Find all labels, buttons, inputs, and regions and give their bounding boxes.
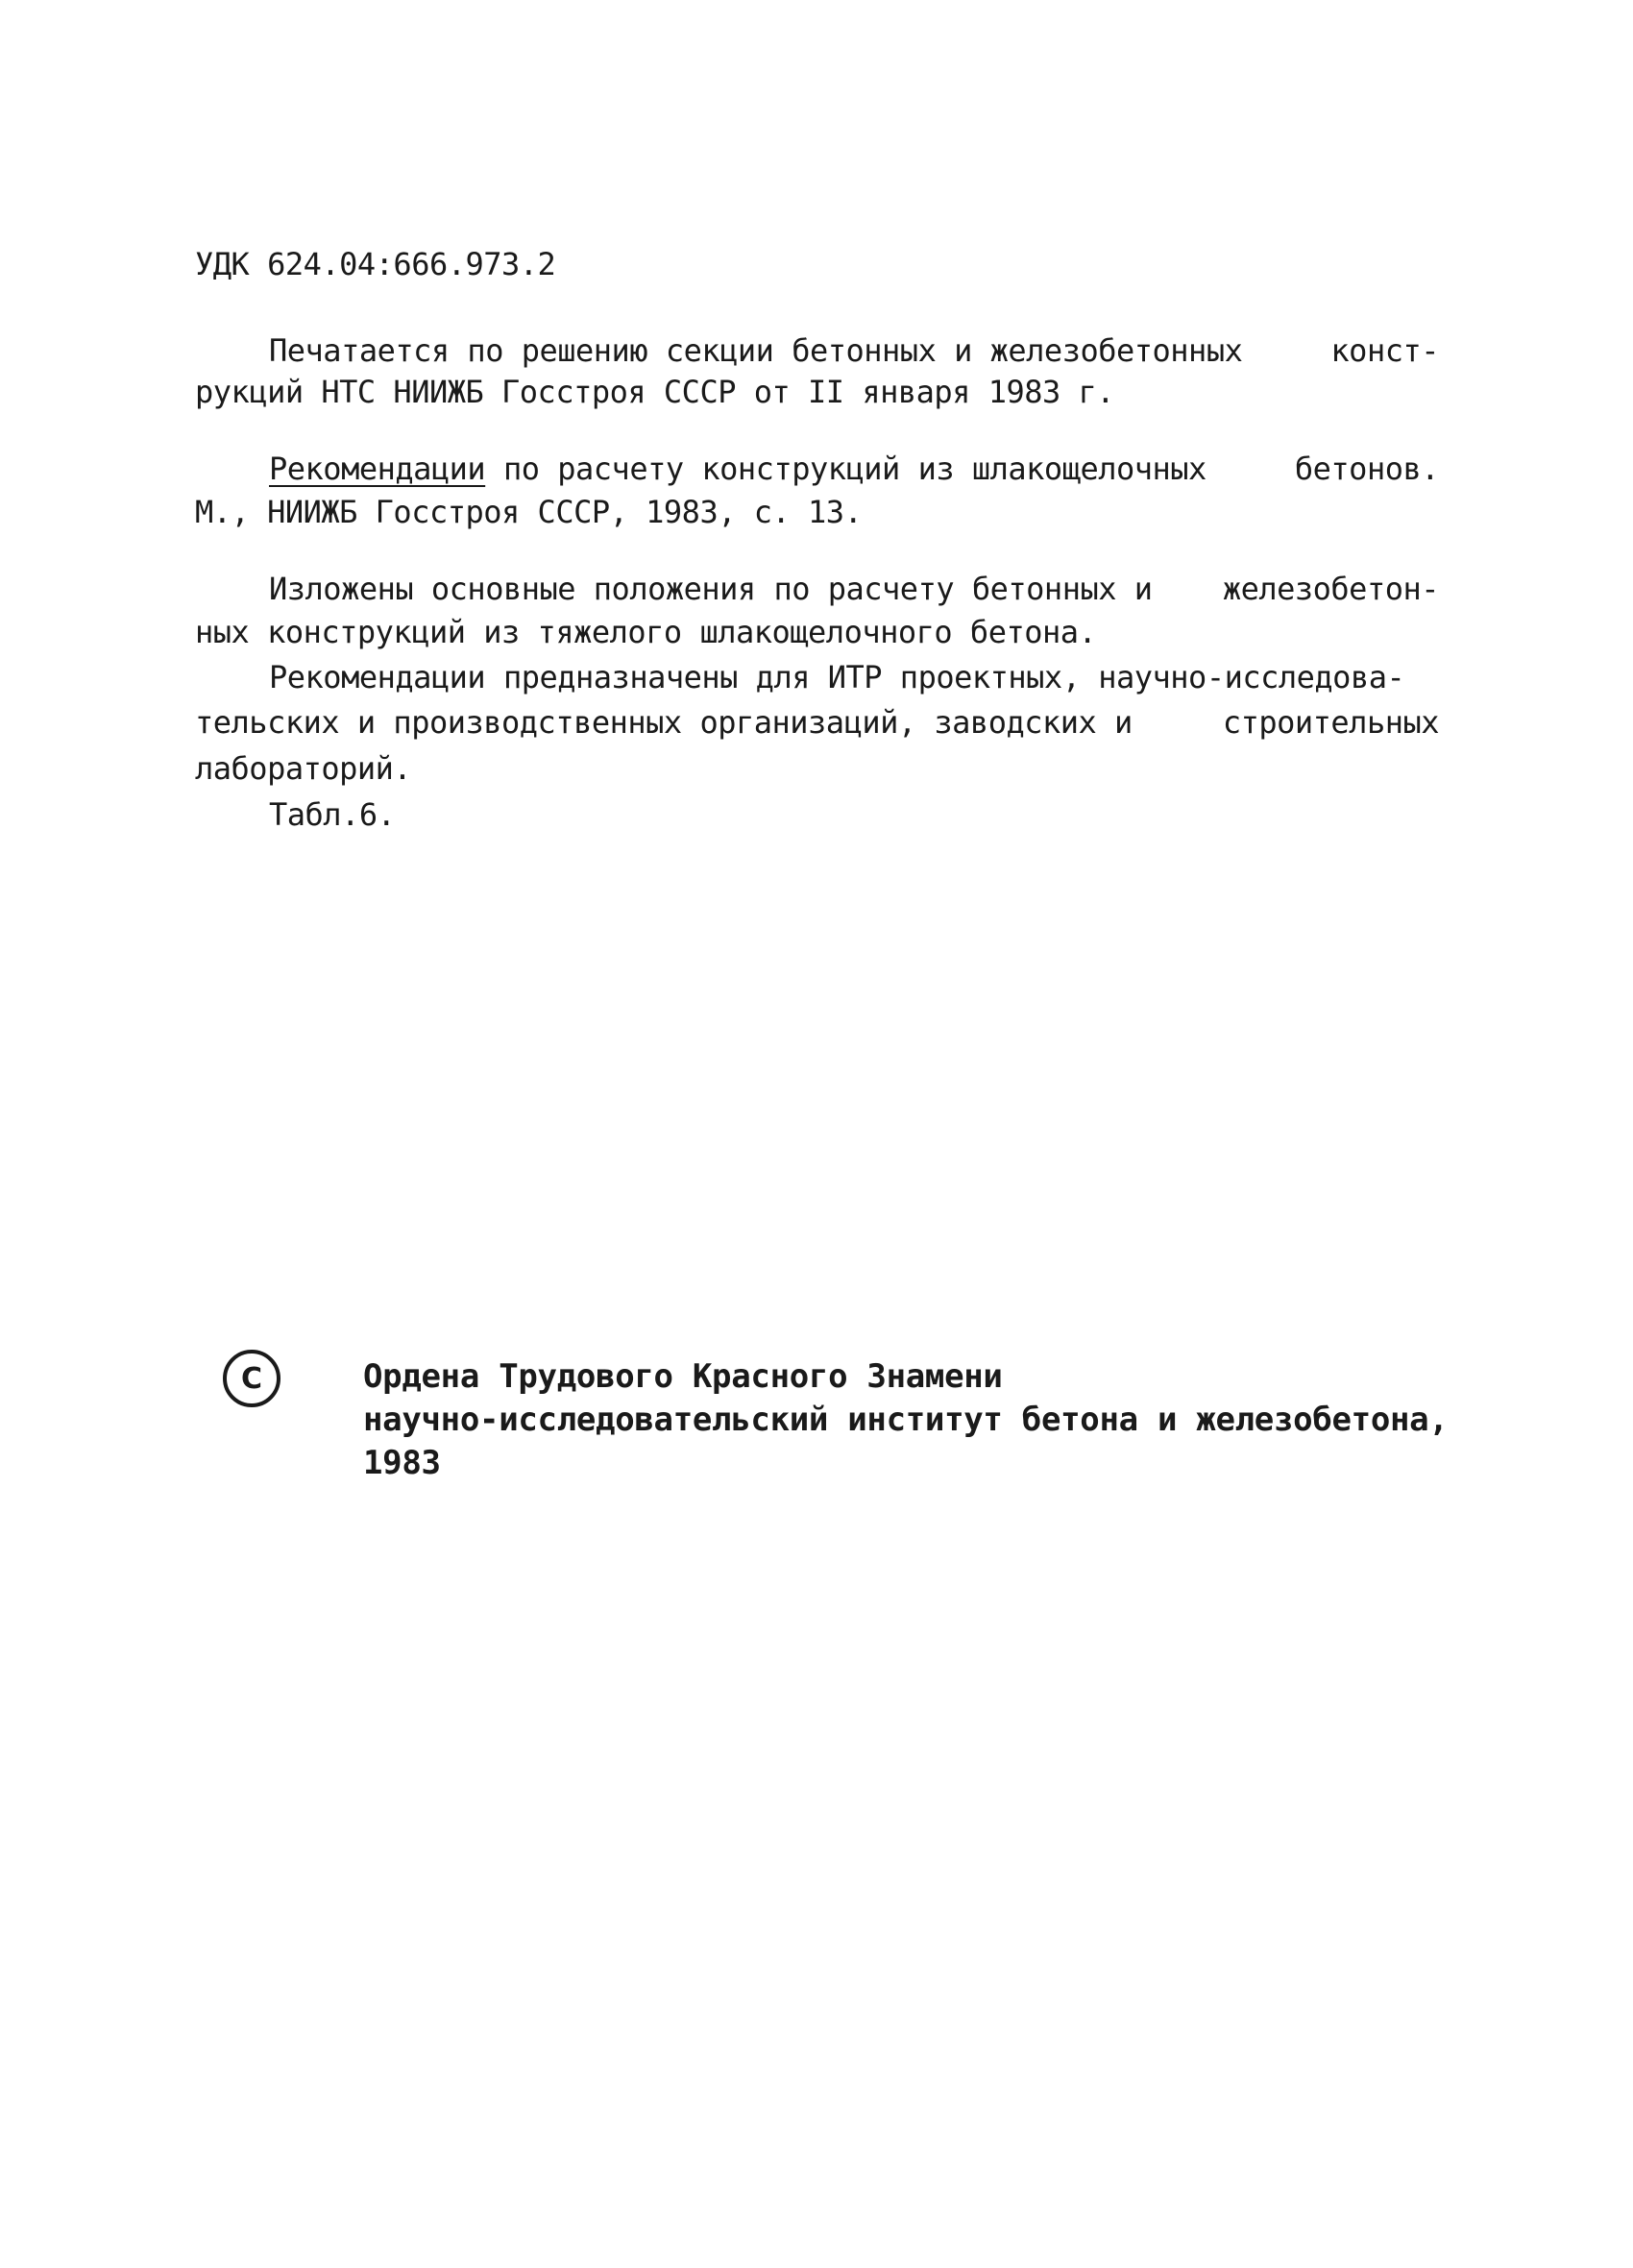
approval-line-2: рукций НТС НИИЖБ Госстроя СССР от II января 1983 г.: [195, 374, 1115, 410]
copyright-icon: C: [223, 1350, 280, 1407]
abstract-p1-line-2: ных конструкций из тяжелого шлакощелочного бетона.: [195, 614, 1097, 650]
citation-line-2: М., НИИЖБ Госстроя СССР, 1983, с. 13.: [195, 494, 863, 530]
abstract-p1-line-1: Изложены основные положения по расчету бетонных и железобетон-: [269, 571, 1439, 607]
publisher-line-2: научно-исследовательский институт бетона и железобетона,: [363, 1401, 1449, 1439]
abstract-p2-line-2: тельских и производственных организаций, заводских и строительных: [195, 704, 1439, 741]
publisher-line-1: Ордена Трудового Красного Знамени: [363, 1357, 1003, 1396]
udk-code: УДК 624.04:666.973.2: [195, 246, 556, 282]
abstract-p2-line-3: лабораторий.: [195, 750, 412, 787]
tables-count: Табл.6.: [269, 796, 396, 833]
citation-title-word: Рекомендации: [269, 451, 486, 487]
abstract-p2-line-1: Рекомендации предназначены для ИТР проектных, научно-исследова-: [269, 659, 1405, 695]
approval-line-1: Печатается по решению секции бетонных и железобетонных конст-: [269, 332, 1439, 369]
publisher-year: 1983: [363, 1444, 441, 1482]
citation-line-1: Рекомендации по расчету конструкций из шлакощелочных бетонов.: [269, 451, 1439, 487]
